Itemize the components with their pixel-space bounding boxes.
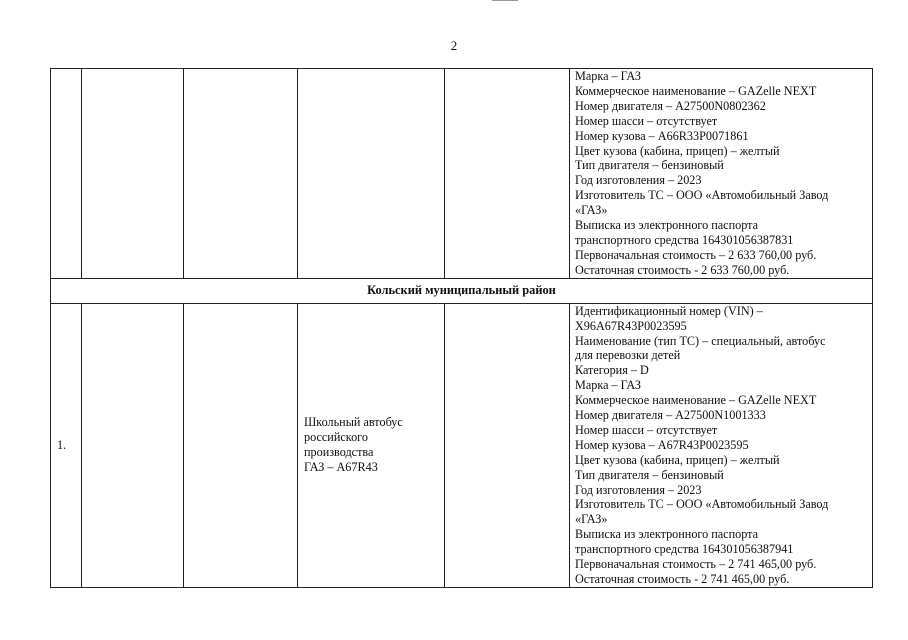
cell-vehicle-details	[570, 303, 873, 587]
detail-line: Цвет кузова (кабина, прицеп) – желтый	[575, 143, 780, 158]
detail-line: Остаточная стоимость - 2 633 760,00 руб.	[575, 262, 790, 277]
detail-line: Категория – D	[575, 363, 649, 378]
detail-line: Остаточная стоимость - 2 741 465,00 руб.	[575, 572, 790, 586]
detail-line: Номер двигателя – A27500N0802362	[575, 98, 766, 113]
detail-line: Год изготовления – 2023	[575, 173, 702, 188]
detail-line: Цвет кузова (кабина, прицеп) – желтый	[575, 452, 780, 467]
detail-line: Номер шасси – отсутствует	[575, 113, 718, 128]
detail-line: Тип двигателя – бензиновый	[575, 467, 724, 482]
vehicle-name-line: ГАЗ – А67R43	[304, 460, 378, 475]
detail-line: Изготовитель ТС – ООО «Автомобильный Завод	[575, 188, 829, 203]
detail-line: «ГАЗ»	[575, 512, 608, 527]
table-row-vehicle	[51, 303, 873, 587]
row-number: 1.	[51, 303, 82, 587]
cell-empty	[184, 69, 298, 279]
detail-line: Номер кузова – A67R43P0023595	[575, 437, 749, 452]
detail-line: Первоначальная стоимость – 2 741 465,00 руб.	[575, 557, 817, 572]
detail-line: Номер шасси – отсутствует	[575, 422, 718, 437]
cell-empty	[82, 303, 184, 587]
cell-number-empty	[51, 69, 82, 279]
section-header-row	[51, 278, 873, 303]
section-title: Кольский муниципальный район	[51, 278, 873, 303]
vehicle-name-line: Школьный автобус	[304, 415, 403, 430]
detail-line: транспортного средства 164301056387831	[575, 232, 794, 247]
detail-line: Идентификационный номер (VIN) –	[575, 303, 763, 318]
scan-artifact	[492, 0, 518, 1]
cell-empty	[82, 69, 184, 279]
detail-line: Коммерческое наименование – GAZelle NEXT	[575, 393, 817, 408]
cell-name-empty	[298, 69, 445, 279]
detail-line: Марка – ГАЗ	[575, 69, 641, 83]
detail-line: Выписка из электронного паспорта	[575, 527, 759, 542]
detail-line: Номер двигателя – A27500N1001333	[575, 408, 766, 423]
detail-line: Год изготовления – 2023	[575, 482, 702, 497]
vehicle-name-cell	[298, 303, 445, 587]
detail-line: Изготовитель ТС – ООО «Автомобильный Завод	[575, 497, 829, 512]
cell-vehicle-details	[570, 69, 873, 279]
detail-line: X96A67R43P0023595	[575, 318, 687, 333]
detail-line: для перевозки детей	[575, 348, 681, 363]
detail-line: Тип двигателя – бензиновый	[575, 158, 724, 173]
detail-line: Номер кузова – A66R33P0071861	[575, 128, 749, 143]
detail-line: Первоначальная стоимость – 2 633 760,00 руб.	[575, 247, 817, 262]
vehicle-table	[50, 68, 873, 588]
vehicle-name-line: производства	[304, 445, 374, 460]
table-row-continued	[51, 69, 873, 279]
detail-line: Наименование (тип ТС) – специальный, автобус	[575, 333, 826, 348]
detail-line: Марка – ГАЗ	[575, 378, 641, 393]
cell-empty	[445, 303, 570, 587]
cell-empty	[445, 69, 570, 279]
detail-line: транспортного средства 164301056387941	[575, 542, 794, 557]
page-number: 2	[450, 38, 458, 53]
cell-empty	[184, 303, 298, 587]
detail-line: «ГАЗ»	[575, 203, 608, 218]
detail-line: Выписка из электронного паспорта	[575, 218, 759, 233]
vehicle-name-line: российского	[304, 430, 368, 445]
detail-line: Коммерческое наименование – GAZelle NEXT	[575, 83, 817, 98]
